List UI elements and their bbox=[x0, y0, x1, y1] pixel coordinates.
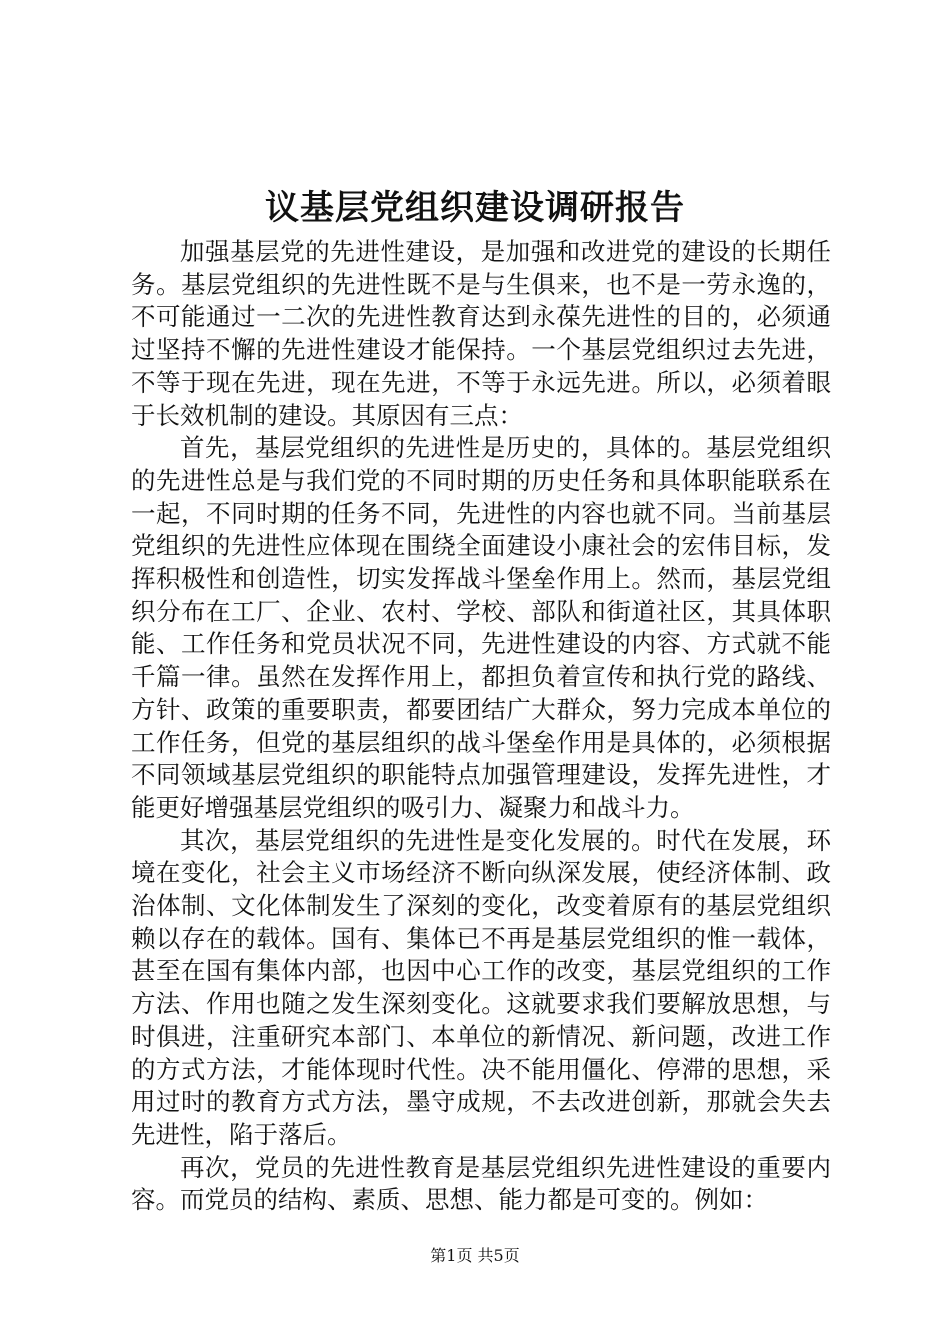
paragraph-intro: 加强基层党的先进性建设，是加强和改进党的建设的长期任务。基层党组织的先进性既不是与生俱来，也不是一劳永逸的，不可能通过一二次的先进性教育达到永葆先进性的目的，必须通过坚持不懈的先进性建设才能保持。一个基层党组织过去先进，不等于现在先进，现在先进，不等于永远先进。所以，必须着眼于长效机制的建设。其原因有三点： bbox=[131, 237, 831, 430]
paragraph-third-reason: 再次，党员的先进性教育是基层党组织先进性建设的重要内容。而党员的结构、素质、思想、能力都是可变的。例如： bbox=[131, 1152, 831, 1215]
document-title: 议基层党组织建设调研报告 bbox=[265, 188, 685, 228]
paragraph-first-reason: 首先，基层党组织的先进性是历史的，具体的。基层党组织的先进性总是与我们党的不同时期的历史任务和具体职能联系在一起，不同时期的任务不同，先进性的内容也就不同。当前基层党组织的先进性应体现在围绕全面建设小康社会的宏伟目标，发挥积极性和创造性，切实发挥战斗堡垒作用上。然而，基层党组织分布在工厂、企业、农村、学校、部队和街道社区，其具体职能、工作任务和党员状况不同，先进性建设的内容、方式就不能千篇一律。虽然在发挥作用上，都担负着宣传和执行党的路线、方针、政策的重要职责，都要团结广大群众，努力完成本单位的工作任务，但党的基层组织的战斗堡垒作用是具体的，必须根据不同领域基层党组织的职能特点加强管理建设，发挥先进性，才能更好增强基层党组织的吸引力、凝聚力和战斗力。 bbox=[131, 433, 831, 822]
paragraph-second-reason: 其次，基层党组织的先进性是变化发展的。时代在发展，环境在变化，社会主义市场经济不断向纵深发展，使经济体制、政治体制、文化体制发生了深刻的变化，改变着原有的基层党组织赖以存在的载体。国有、集体已不再是基层党组织的惟一载体，甚至在国有集体内部，也因中心工作的改变，基层党组织的工作方法、作用也随之发生深刻变化。这就要求我们要解放思想，与时俱进，注重研究本部门、本单位的新情况、新问题，改进工作的方式方法，才能体现时代性。决不能用僵化、停滞的思想，采用过时的教育方式方法，墨守成规，不去改进创新，那就会失去先进性，陷于落后。 bbox=[131, 825, 831, 1149]
page-number-footer: 第1页 共5页 bbox=[430, 1246, 520, 1265]
document-body bbox=[131, 236, 831, 1217]
